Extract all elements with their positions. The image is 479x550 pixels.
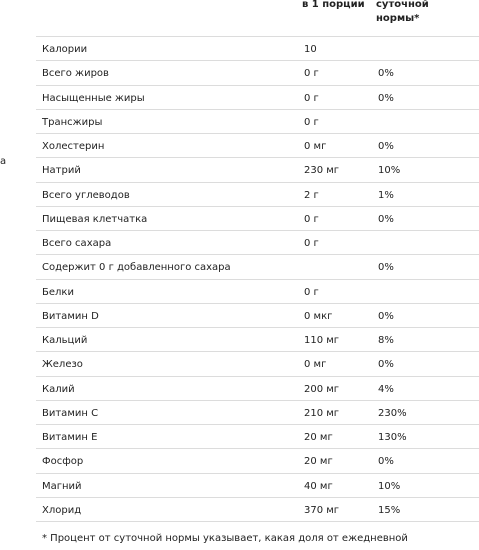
footnote xyxy=(36,521,479,546)
nutrient-name: Витамин C xyxy=(42,407,99,419)
nutrient-name: Насыщенные жиры xyxy=(42,92,145,104)
stray-text-fragment: а xyxy=(0,156,7,167)
nutrient-amount: 0 мкг xyxy=(304,310,333,322)
nutrient-amount: 40 мг xyxy=(304,480,333,492)
table-row xyxy=(36,60,479,84)
nutrient-daily-value: 0% xyxy=(378,310,394,322)
table-row xyxy=(36,279,479,303)
nutrient-amount: 10 xyxy=(304,44,317,55)
nutrient-name: Холестерин xyxy=(42,141,105,152)
nutrient-name: Фосфор xyxy=(42,456,84,468)
nutrient-amount: 0 мг xyxy=(304,359,327,371)
nutrient-daily-value: 130% xyxy=(378,432,407,443)
nutrient-amount: 200 мг xyxy=(304,383,340,395)
daily-value-header: суточной нормы* xyxy=(376,0,429,24)
table-row xyxy=(36,400,479,424)
nutrient-daily-value: 8% xyxy=(378,335,394,346)
nutrient-name: Всего сахара xyxy=(42,238,112,249)
table-row xyxy=(36,351,479,375)
nutrition-rows xyxy=(36,36,479,521)
nutrient-amount: 2 г xyxy=(304,189,319,201)
table-row xyxy=(36,448,479,472)
nutrient-amount: 0 мг xyxy=(304,141,327,152)
table-row xyxy=(36,473,479,497)
table-row xyxy=(36,133,479,157)
table-row xyxy=(36,206,479,230)
nutrient-daily-value: 10% xyxy=(378,480,401,492)
nutrient-name: Железо xyxy=(42,359,83,371)
nutrient-name: Содержит 0 г добавленного сахара xyxy=(42,262,231,274)
nutrient-name: Витамин E xyxy=(42,432,98,443)
nutrition-table xyxy=(36,0,479,546)
nutrient-daily-value: 4% xyxy=(378,383,394,395)
nutrient-amount: 20 мг xyxy=(304,456,333,468)
nutrient-name: Всего углеводов xyxy=(42,189,130,201)
nutrient-name: Хлорид xyxy=(42,504,82,516)
table-row xyxy=(36,327,479,351)
nutrient-name: Белки xyxy=(42,286,74,298)
nutrient-amount: 370 мг xyxy=(304,504,340,516)
footnote-text: * Процент от суточной нормы указывает, какая доля от ежедневной xyxy=(42,533,408,544)
table-row xyxy=(36,85,479,109)
nutrient-name: Кальций xyxy=(42,335,88,346)
table-row xyxy=(36,424,479,448)
nutrient-name: Витамин D xyxy=(42,310,99,322)
nutrient-daily-value: 0% xyxy=(378,68,394,80)
table-header xyxy=(36,0,479,36)
nutrient-amount: 0 г xyxy=(304,286,319,298)
nutrient-amount: 0 г xyxy=(304,213,319,225)
table-row xyxy=(36,109,479,133)
nutrient-daily-value: 0% xyxy=(378,262,394,274)
nutrient-name: Калории xyxy=(42,44,88,55)
table-row xyxy=(36,376,479,400)
nutrient-daily-value: 0% xyxy=(378,456,394,468)
nutrient-amount: 0 г xyxy=(304,92,319,104)
nutrient-name: Калий xyxy=(42,383,75,395)
table-row xyxy=(36,36,479,60)
nutrient-amount: 20 мг xyxy=(304,432,333,443)
per-serving-header: в 1 порции xyxy=(302,0,365,10)
table-row xyxy=(36,230,479,254)
nutrient-name: Всего жиров xyxy=(42,68,109,80)
nutrient-daily-value: 1% xyxy=(378,189,394,201)
nutrient-name: Трансжиры xyxy=(42,116,103,128)
nutrient-amount: 210 мг xyxy=(304,407,340,419)
nutrient-name: Натрий xyxy=(42,165,81,177)
nutrient-daily-value: 0% xyxy=(378,92,394,104)
nutrient-amount: 0 г xyxy=(304,68,319,80)
nutrient-name: Магний xyxy=(42,480,82,492)
nutrient-daily-value: 0% xyxy=(378,213,394,225)
nutrient-name: Пищевая клетчатка xyxy=(42,213,148,225)
nutrient-daily-value: 15% xyxy=(378,504,401,516)
nutrient-amount: 0 г xyxy=(304,116,319,128)
table-row xyxy=(36,157,479,181)
nutrient-daily-value: 10% xyxy=(378,165,401,177)
nutrient-daily-value: 230% xyxy=(378,407,407,419)
nutrient-amount: 230 мг xyxy=(304,165,340,177)
nutrient-amount: 110 мг xyxy=(304,335,340,346)
table-row xyxy=(36,497,479,521)
nutrient-amount: 0 г xyxy=(304,238,319,249)
table-row xyxy=(36,182,479,206)
table-row xyxy=(36,303,479,327)
nutrient-daily-value: 0% xyxy=(378,141,394,152)
nutrient-daily-value: 0% xyxy=(378,359,394,371)
table-row xyxy=(36,254,479,278)
